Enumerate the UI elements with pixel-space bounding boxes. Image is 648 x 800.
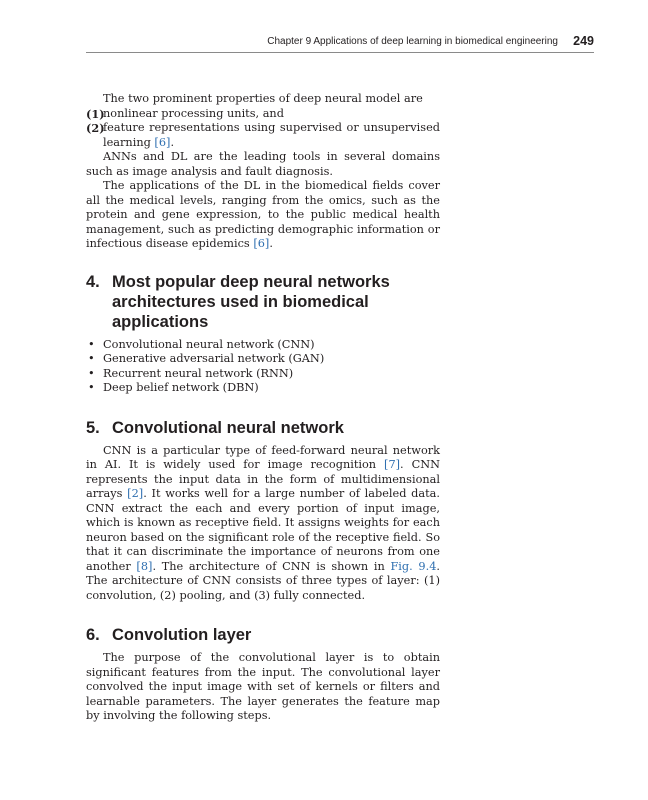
section-title: Convolutional neural network [112,418,344,437]
bullet-icon: • [88,381,95,394]
convolution-paragraph: The purpose of the convolutional layer is to obtain significant features from the input. The convolutional layer convolved the input image with set of kernels or filters and learnable parameters. The layer generates the feature map by involving the following steps. [86,651,440,722]
page-number: 249 [573,34,594,48]
architecture-list [86,338,440,396]
section-title: Convolution layer [112,626,252,644]
list-item-text: Generative adversarial network (GAN) [103,352,325,365]
section-title: Most popular deep neural networks architectures used in biomedical applications [112,272,390,331]
citation-link[interactable]: [6] [154,135,171,149]
intro-paragraph: ANNs and DL are the leading tools in several domains such as image analysis and fault diagnosis. [86,150,440,178]
paragraph-text: . The architecture of CNN is shown in [152,559,391,573]
citation-link[interactable]: [7] [384,458,401,471]
intro-lead: The two prominent properties of deep neural model are [103,92,423,105]
bullet-icon: • [88,352,95,365]
list-item-text: Recurrent neural network (RNN) [103,366,294,380]
section-number: 4. [86,272,100,291]
citation-link[interactable]: [8] [136,559,153,573]
paragraph-text: CNN is a particular type of feed-forward neural network in AI. It is widely used for image recognition [86,443,440,471]
list-item-text: Deep belief network (DBN) [103,381,259,394]
running-header [86,34,594,53]
punctuation: . [170,135,175,149]
bullet-icon: • [88,337,95,351]
list-item [86,367,440,382]
citation-link[interactable]: [2] [127,487,144,500]
intro-paragraph [86,179,440,252]
section-heading-6 [86,625,440,645]
list-item-text: Convolutional neural network (CNN) [103,337,315,351]
property-item [86,121,440,150]
property-text: feature representations using supervised or unsupervised learning [103,121,440,149]
punctuation: . [269,237,273,250]
page-body [86,92,440,724]
cnn-paragraph [86,444,440,604]
section-number: 6. [86,626,100,644]
property-number: (1) [86,106,105,121]
paragraph-text: . It works well for a large number of labeled data. CNN extract the each and every portion of input image, which is known as receptive field. It assigns weights for each neuron based on the significant role of the receptive field. So that it can discriminate the importance of neurons from one another [86,487,440,573]
property-text: nonlinear processing units, and [103,106,284,120]
property-item [86,107,440,122]
paragraph-text: The applications of the DL in the biomedical fields cover all the medical levels, ranging from the omics, such as the protein and gene expression, to the public medical health management, such as predicting demographic information or infectious disease epidemics [86,179,440,250]
list-item [86,381,440,396]
list-item [86,352,440,367]
section-heading-5 [86,418,440,438]
figure-link[interactable]: Fig. 9.4 [390,559,437,573]
citation-link[interactable]: [6] [253,237,270,250]
bullet-icon: • [88,366,95,380]
property-number: (2) [86,121,105,135]
properties-list [86,107,440,151]
list-item [86,338,440,353]
paragraph-text: . CNN represents the input data in the form of multidimensional arrays [86,458,440,500]
section-heading-4 [86,272,440,332]
running-title: Chapter 9 Applications of deep learning in biomedical engineering [267,36,558,47]
paragraph-text: . The architecture of CNN consists of three types of layer: (1) convolution, (2) pooling, and (3) fully connected. [86,559,440,602]
section-number: 5. [86,418,100,437]
